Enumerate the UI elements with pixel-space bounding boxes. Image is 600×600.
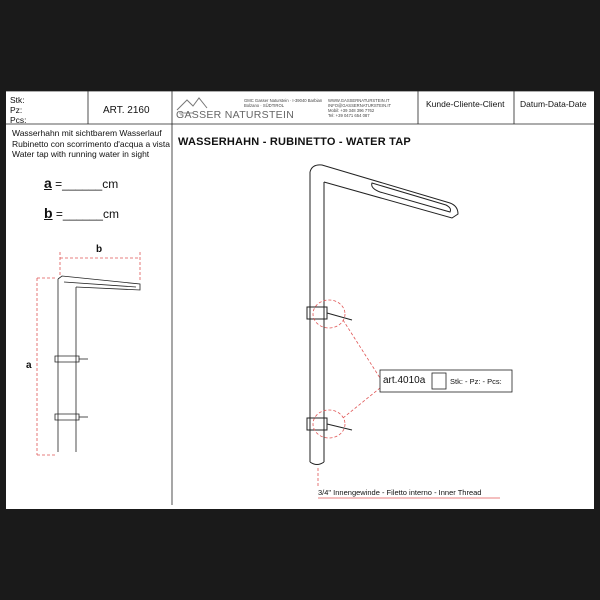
page-title: WASSERHAHN - RUBINETTO - WATER TAP bbox=[178, 136, 411, 148]
large-tap-drawing bbox=[307, 165, 458, 465]
small-tap-drawing bbox=[55, 276, 140, 452]
logo-text: GASSER NATURSTEIN bbox=[176, 109, 295, 121]
stk-label: Stk: bbox=[10, 95, 25, 105]
part-quantity: Stk: - Pz: - Pcs: bbox=[450, 377, 502, 386]
pcs-label: Pcs: bbox=[10, 115, 27, 125]
dimension-b-label: b bbox=[96, 244, 103, 255]
date-header: Datum-Data-Date bbox=[520, 99, 587, 109]
company-address: GMC Gasser Naturstein · I-39040 Barbian Bolzano · SÜDTIROL bbox=[244, 98, 323, 108]
client-header: Kunde-Cliente-Client bbox=[426, 99, 505, 109]
bolt-callout bbox=[313, 300, 380, 486]
article-number: ART. 2160 bbox=[103, 105, 150, 116]
dimension-a-label: a bbox=[26, 360, 32, 371]
pz-label: Pz: bbox=[10, 105, 23, 115]
dimension-a-field: a =______cm bbox=[44, 175, 119, 191]
thread-note: 3/4" Innengewinde - Filetto interno - Inner Thread bbox=[318, 488, 482, 497]
description: Wasserhahn mit sichtbarem Wasserlauf Rubinetto con scorrimento d'acqua a vista Water tap with running water in sight bbox=[12, 128, 171, 159]
dimension-b-field: b =______cm bbox=[44, 205, 119, 221]
company-contact: WWW.GASSERNATURSTEIN.IT INFO@GASSERNATURSTEIN.IT Mobil: +39 348 396 7762 Tel: +39 0471 654 087 bbox=[328, 98, 392, 118]
part-number: art.4010a bbox=[383, 375, 426, 386]
